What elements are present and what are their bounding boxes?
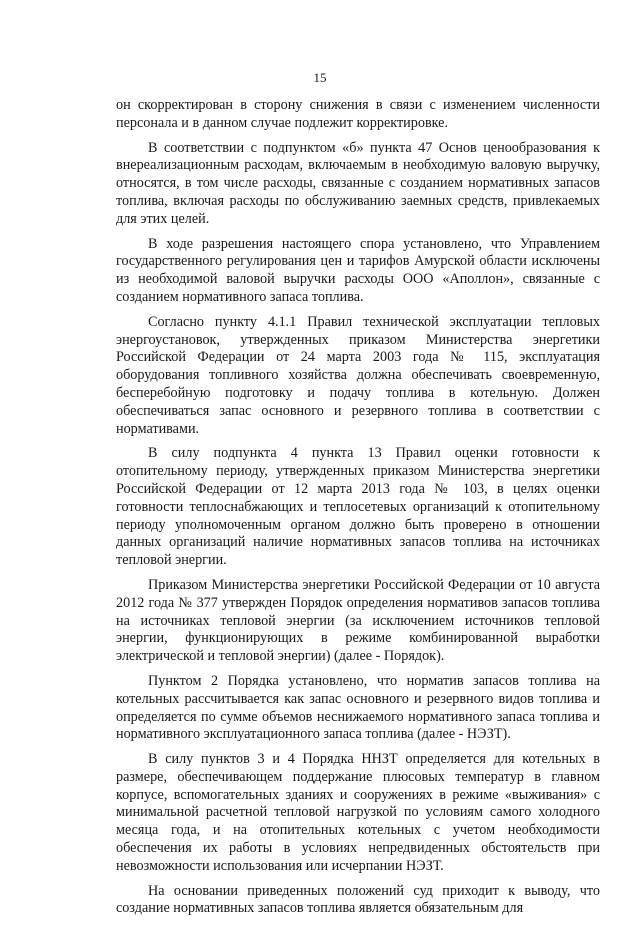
paragraph: Приказом Министерства энергетики Российской Федерации от 10 августа 2012 года № 377 утвержден Порядок определения нормативов запасов топлива на источниках тепловой энергии (за исключением источников тепловой энергии, функционирующих в режиме комбинированной выработки электрической и тепловой энергии) (далее - Порядок). (116, 576, 600, 665)
paragraph: В силу пунктов 3 и 4 Порядка ННЗТ определяется для котельных в размере, обеспечивающем поддержание плюсовых температур в главном корпусе, вспомогательных зданиях и сооружениях в режиме «выживания» с минимальной расчетной тепловой нагрузкой по условиям самого холодного месяца года, и на отопительных котельных с учетом необходимости обеспечения их работы в условиях непредвиденных обстоятельств при невозможности использования или исчерпании НЭЗТ. (116, 751, 600, 874)
paragraph: Согласно пункту 4.1.1 Правил технической эксплуатации тепловых энергоустановок, утвержденных приказом Министерства энергетики Российской Федерации от 24 марта 2003 года № 115, эксплуатация оборудования топливного хозяйства должна обеспечивать своевременную, бесперебойную подготовку и подачу топлива в котельную. Должен обеспечиваться запас основного и резервного топлива в соответствии с нормативами. (116, 313, 600, 437)
paragraph: В силу подпункта 4 пункта 13 Правил оценки готовности к отопительному периоду, утвержденных приказом Министерства энергетики Российской Федерации от 12 марта 2013 года № 103, в целях оценки готовности теплоснабжающих и теплосетевых организаций к отопительному периоду уполномоченным органом должно быть проверено в отношении данных организаций наличие нормативных запасов топлива на источниках тепловой энергии. (116, 445, 600, 569)
paragraph: он скорректирован в сторону снижения в связи с изменением численности персонала и в данном случае подлежит корректировке. (116, 97, 600, 131)
paragraph: На основании приведенных положений суд приходит к выводу, что создание нормативных запасов топлива является обязательным для (116, 882, 600, 917)
document-body (116, 97, 600, 925)
page-number: 15 (313, 70, 327, 85)
paragraph: В соответствии с подпунктом «б» пункта 47 Основ ценообразования к внереализационным расходам, включаемым в необходимую валовую выручку, относятся, в том числе расходы, связанные с созданием нормативных запасов топлива, включая расходы по обслуживанию заемных средств, привлекаемых для этих целей. (116, 139, 600, 227)
paragraph: Пунктом 2 Порядка установлено, что норматив запасов топлива на котельных рассчитывается как запас основного и резервного видов топлива и определяется по сумме объемов неснижаемого нормативного запаса топлива и нормативного эксплуатационного запаса топлива (далее - НЭЗТ). (116, 672, 600, 743)
paragraph: В ходе разрешения настоящего спора установлено, что Управлением государственного регулирования цен и тарифов Амурской области исключены из необходимой валовой выручки расходы ООО «Аполлон», связанные с созданием нормативного запаса топлива. (116, 235, 600, 305)
